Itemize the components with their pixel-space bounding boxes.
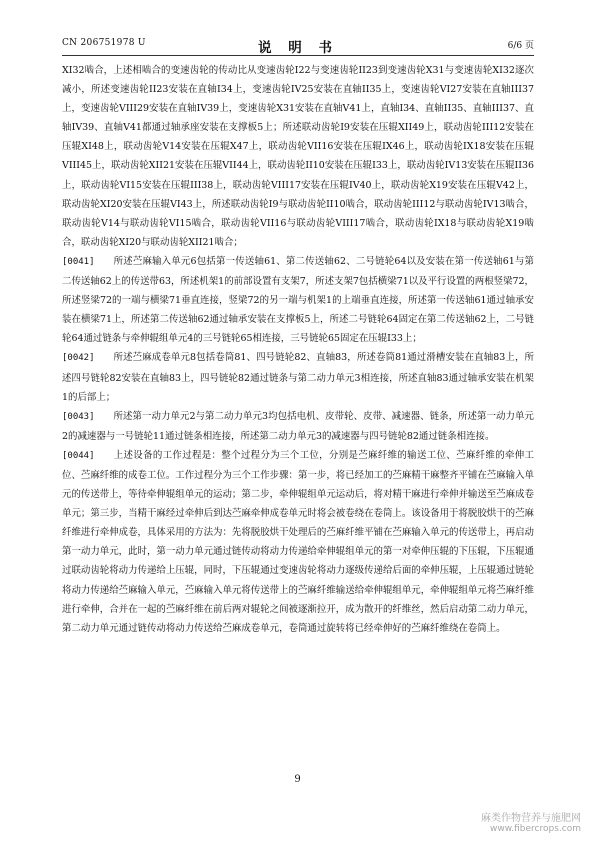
paragraph-continued xyxy=(62,61,534,252)
paragraph-0041 xyxy=(62,252,534,348)
paragraph-0042 xyxy=(62,348,534,406)
header-divider xyxy=(62,55,534,56)
paragraph-0043 xyxy=(62,407,534,446)
document-body xyxy=(62,61,534,638)
paragraph-text: 所述苎麻输入单元6包括第一传送轴61、第二传送轴62、二号链轮64以及安装在第一传送轴61与第二传送轴62上的传送带63，所述机架1的前部设置有支架7，所述支架7包括横梁71以及平行设置的两根竖梁72，所述竖梁72的一端与横梁71垂直连接，竖梁72的另一端与机架1的上端垂直连接，所述第一传送轴61通过轴承安装在横梁71上，所述第二传送轴62通过轴承安装在支撑板5上，所述二号链轮64固定在第二传送轴62上，二号链轮64通过链条与牵伸辊组单元4的三号链轮65相连接，三号链轮65固定在压辊I33上； xyxy=(62,255,534,345)
paragraph-number: [0042] xyxy=(62,353,95,364)
watermark-url: www.fibercrops.com xyxy=(490,824,581,834)
page-number: 9 xyxy=(294,774,301,785)
paragraph-text: 所述第一动力单元2与第二动力单元3均包括电机、皮带轮、皮带、减速器、链条，所述第一动力单元2的减速器与一号链轮11通过链条相连接，所述第二动力单元3的减速器与四号链轮82通过链条相连接。 xyxy=(62,410,534,442)
paragraph-text: XI32啮合，上述相啮合的变速齿轮的传动比从变速齿轮I22与变速齿轮II23到变速齿轮X31与变速齿轮XI32逐次减小，所述变速齿轮II23安装在直轴I34上，变速齿轮IV25安装在直轴II35上，变速齿轮VI27安装在直轴III37上，变速齿轮VIII29安装在直轴IV39上，变速齿轮X31安装在直轴V41上，直轴I34、直轴II35、直轴III37、直轴IV39、直轴V41都通过轴承座安装在支撑板5上；所述联动齿轮I9安装在压辊XII49上，联动齿轮III12安装在压辊XI48上，联动齿轮V14安装在压辊X47上，联动齿轮VII16安装在压辊IX46上，联动齿轮IX18安装在压辊VIII45上，联动齿轮XII21安装在压辊VII44上，联动齿轮II10安装在压辊I33上，联动齿轮IV13安装在压辊II36上，联动齿轮VI15安装在压辊III38上，联动齿轮VIII17安装在压辊IV40上，联动齿轮X19安装在压辊V42上，联动齿轮XI20安装在压辊VI43上，所述联动齿轮I9与联动齿轮II10啮合，联动齿轮III12与联动齿轮IV13啮合，联动齿轮V14与联动齿轮VI15啮合，联动齿轮VII16与联动齿轮VIII17啮合，联动齿轮IX18与联动齿轮X19啮合，联动齿轮XI20与联动齿轮XII21啮合； xyxy=(62,65,534,248)
document-title: 说 明 书 xyxy=(258,40,338,56)
paragraph-number: [0041] xyxy=(62,256,95,267)
paragraph-0044 xyxy=(62,446,534,638)
paragraph-number: [0043] xyxy=(62,411,95,422)
page-header xyxy=(62,36,534,54)
paragraph-text: 所述苎麻成卷单元8包括卷筒81、四号链轮82、直轴83，所述卷筒81通过滑槽安装在直轴83上，所述四号链轮82安装在直轴83上，四号链轮82通过链条与第二动力单元3相连接，所述直轴83通过轴承安装在机架1的后部上； xyxy=(62,352,534,403)
patent-number: CN 206751978 U xyxy=(62,38,146,48)
paragraph-number: [0044] xyxy=(62,450,95,461)
watermark-site-name: 麻类作物营养与施肥网 xyxy=(481,813,581,824)
page-indicator: 6/6 页 xyxy=(507,41,534,51)
paragraph-text: 上述设备的工作过程是：整个过程分为三个工位，分别是苎麻纤维的输送工位、苎麻纤维的牵伸工位、苎麻纤维的成卷工位。工作过程分为三个工作步骤：第一步，将已经加工的苎麻精干麻整齐平铺在苎麻输入单元的传送带上，等待牵伸辊组单元的运动；第二步，牵伸辊组单元运动后，将对精干麻进行牵伸并输送至苎麻成卷单元；第三步，当精干麻经过牵伸后到达苎麻牵伸成卷单元时将会被卷绕在卷筒上。该设备用于将脱胶烘干的苎麻纤维进行牵伸成卷，具体采用的方法为：先将脱胶烘干处理后的苎麻纤维平铺在苎麻输入单元的传送带上，再启动第一动力单元，此时，第一动力单元通过链传动将动力传递给牵伸辊组单元的第一对牵伸压辊的下压辊，下压辊通过联动齿轮将动力传递给上压辊，同时，下压辊通过变速齿轮将动力逐级传递给后面的牵伸压辊，上压辊通过链轮将动力传递给苎麻输入单元，苎麻输入单元将传送带上的苎麻纤维输送给牵伸辊组单元，牵伸辊组单元将苎麻纤维进行牵伸，合并在一起的苎麻纤维在前后两对辊轮之间被逐渐拉开，成为散开的纤维丝，然后启动第二动力单元，第二动力单元通过链传动将动力传送给苎麻成卷单元，卷筒通过旋转将已经牵伸好的苎麻纤维绕在卷筒上。 xyxy=(62,449,534,634)
site-watermark xyxy=(481,809,581,834)
